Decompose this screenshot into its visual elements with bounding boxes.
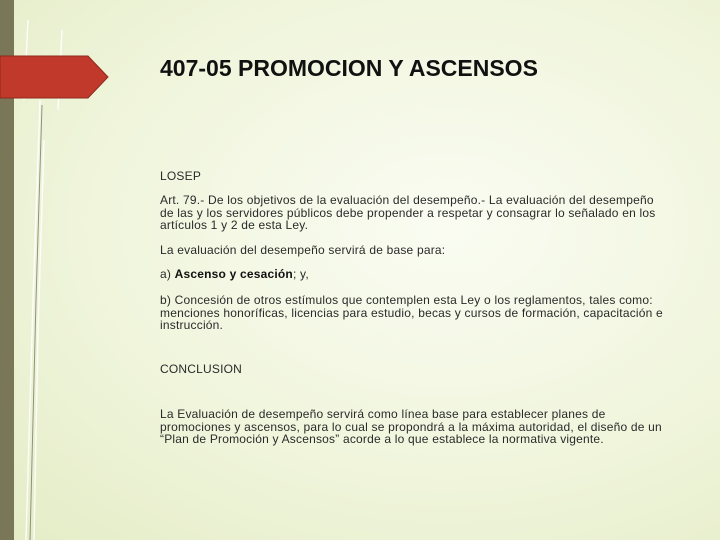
paragraph-conclusion-text: La Evaluación de desempeño servirá como línea base para establecer planes de promociones y ascensos, para lo cual se propondrá a la máxima autoridad, el diseño de un “Plan de Promoción y Ascensos” acorde a lo que establece la normativa vigente. (160, 407, 662, 446)
paragraph-item-a (160, 268, 666, 281)
item-a-prefix: a) (160, 267, 175, 281)
paragraph-conclusion-heading: CONCLUSION (160, 362, 243, 376)
slide-title: 407-05 PROMOCION Y ASCENSOS (160, 55, 538, 81)
paragraph-losep: LOSEP (160, 169, 202, 183)
item-a-suffix: ; y, (292, 267, 309, 281)
paragraph-base-para: La evaluación del desempeño servirá de base para: (160, 243, 446, 257)
paragraph-article-79: Art. 79.- De los objetivos de la evaluación del desempeño.- La evaluación del desempeño de las y los servidores públicos debe propender a respetar y consagrar lo señalado en los artículos 1 y 2 de esta Ley. (160, 193, 656, 232)
paragraph-item-b: b) Concesión de otros estímulos que contemplen esta Ley o los reglamentos, tales como: menciones honoríficas, licencias para estudio, becas y cursos de formación, capacitación e instrucción. (160, 293, 663, 332)
item-a-bold-text: Ascenso y cesación (174, 267, 293, 281)
title-arrow-shape (0, 52, 110, 102)
